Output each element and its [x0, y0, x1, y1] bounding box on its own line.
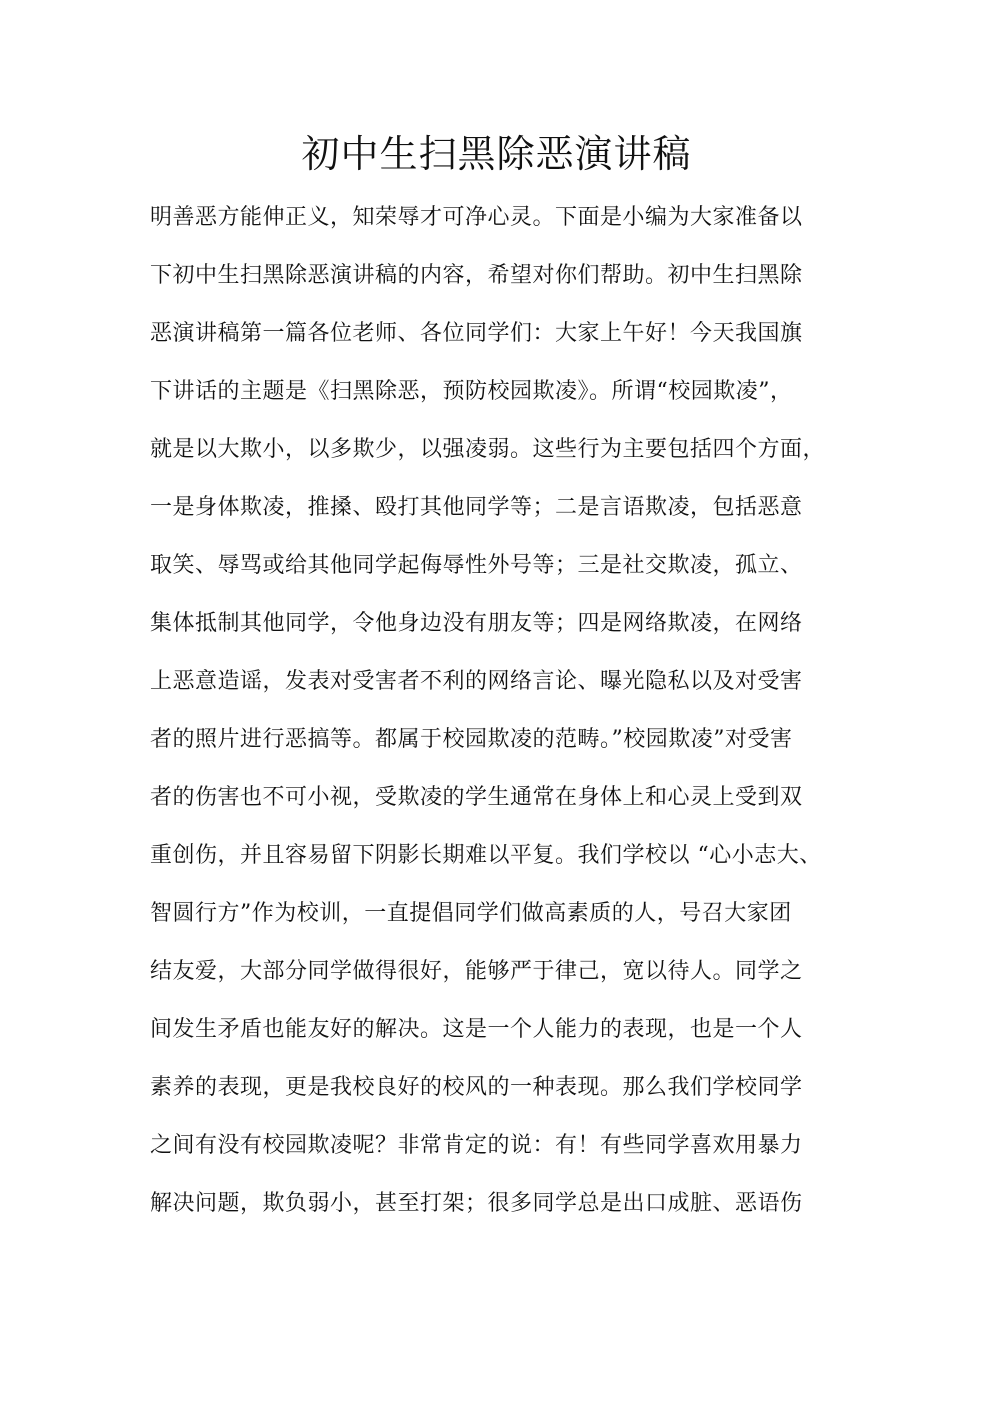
paragraph-line: 素养的表现，更是我校良好的校风的一种表现。那么我们学校同学: [150, 1075, 803, 1100]
paragraph-line: 之间有没有校园欺凌呢？非常肯定的说：有！有些同学喜欢用暴力: [150, 1133, 803, 1158]
body-text: [150, 193, 850, 1237]
paragraph-line: 恶演讲稿第一篇各位老师、各位同学们：大家上午好！今天我国旗: [150, 321, 803, 346]
paragraph-line: 解决问题，欺负弱小，甚至打架；很多同学总是出口成脏、恶语伤: [150, 1191, 803, 1216]
paragraph-line: 下初中生扫黑除恶演讲稿的内容，希望对你们帮助。初中生扫黑除: [150, 263, 803, 288]
paragraph-line: 就是以大欺小，以多欺少，以强凌弱。这些行为主要包括四个方面，: [150, 437, 826, 462]
paragraph-line: 上恶意造谣，发表对受害者不利的网络言论、曝光隐私以及对受害: [150, 669, 803, 694]
paragraph-line: 取笑、辱骂或给其他同学起侮辱性外号等；三是社交欺凌，孤立、: [150, 553, 803, 578]
paragraph-line: 明善恶方能伸正义，知荣辱才可净心灵。下面是小编为大家准备以: [150, 205, 803, 230]
paragraph-line: 结友爱，大部分同学做得很好，能够严于律己，宽以待人。同学之: [150, 959, 803, 984]
paragraph-line: 集体抵制其他同学，令他身边没有朋友等；四是网络欺凌，在网络: [150, 611, 803, 636]
paragraph-line: 一是身体欺凌，推搡、殴打其他同学等；二是言语欺凌，包括恶意: [150, 495, 803, 520]
paragraph-line: 下讲话的主题是《扫黑除恶，预防校园欺凌》。所谓“校园欺凌”，: [150, 379, 793, 404]
paragraph-line: 智圆行方”作为校训，一直提倡同学们做高素质的人，号召大家团: [150, 901, 792, 926]
paragraph-line: 者的伤害也不可小视，受欺凌的学生通常在身体上和心灵上受到双: [150, 785, 803, 810]
page-title: 初中生扫黑除恶演讲稿: [301, 132, 692, 176]
paragraph-line: 重创伤，并且容易留下阴影长期难以平复。我们学校以 “心小志大、: [150, 843, 822, 868]
paragraph-line: 者的照片进行恶搞等。都属于校园欺凌的范畴。”校园欺凌”对受害: [150, 727, 793, 752]
paragraph-line: 间发生矛盾也能友好的解决。这是一个人能力的表现，也是一个人: [150, 1017, 803, 1042]
